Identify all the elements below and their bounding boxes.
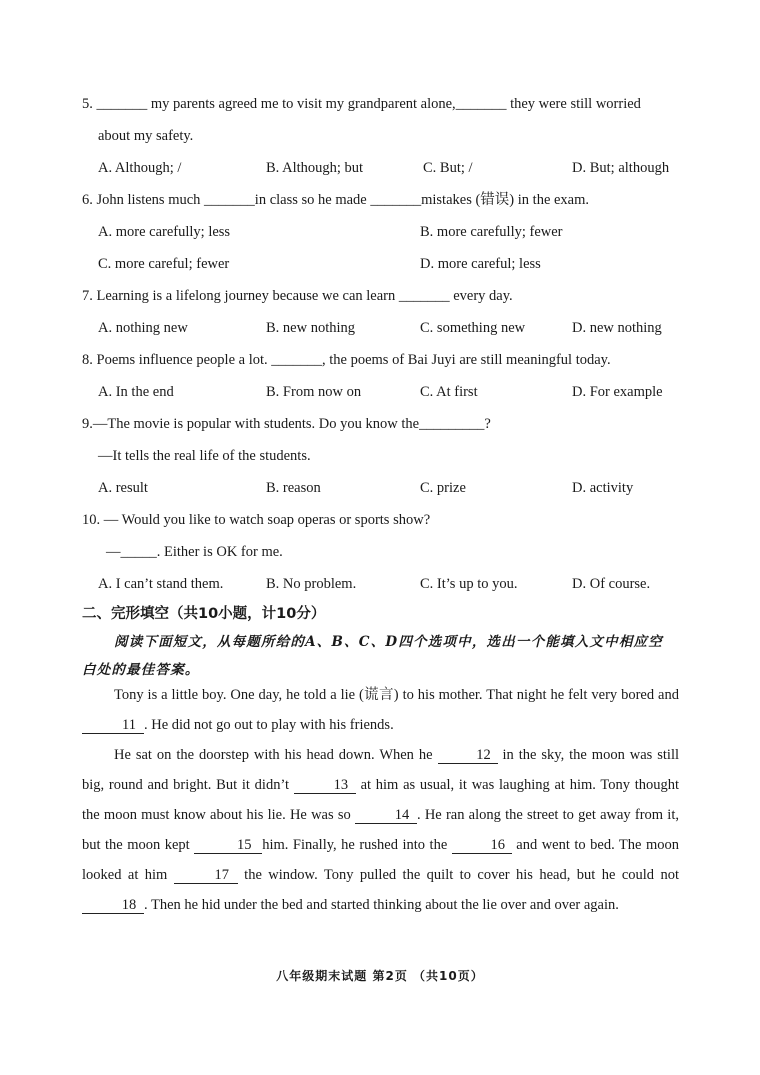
- option-b: B. Although; but: [266, 160, 364, 176]
- question-9: [82, 415, 491, 433]
- blank-13: 13: [294, 777, 356, 794]
- option-a: A. In the end: [98, 384, 174, 400]
- question-8: [82, 351, 611, 369]
- question-number: 10.: [82, 512, 101, 528]
- blank-14: 14: [355, 807, 417, 824]
- blank-16: 16: [452, 837, 512, 854]
- question-text: John listens much _______in class so he made _______mistakes (错误) in the exam.: [96, 192, 590, 208]
- question-6: [82, 191, 589, 209]
- blank-12: 12: [438, 747, 498, 764]
- question-text: _______ my parents agreed me to visit my grandparent alone,: [96, 96, 456, 112]
- question-number: 8.: [82, 352, 93, 368]
- question-9-reply: —It tells the real life of the students.: [98, 448, 311, 464]
- option-c: C. It’s up to you.: [420, 576, 518, 592]
- option-b: B. new nothing: [266, 320, 356, 336]
- passage-paragraph-2: He sat on the doorstep with his head down. When he 12 in the sky, the moon was still big, round and bright. But it didn’t 13 at him as usual, it was laughing at him. Tony thought the moon must know about his lie. He was so 14 . He ran along the street to get away from it, but the moon kept 15 him. Finally, he rushed into the 16 and went to bed. The moon looked at him 17 the window. Tony pulled the quilt to cover his head, but he could not 18 . Then he hid under the bed and started thinking about the lie over and over again.: [82, 747, 680, 913]
- option-b: B. No problem.: [266, 576, 357, 592]
- option-d: D. But; although: [572, 160, 670, 176]
- question-number: 7.: [82, 288, 93, 304]
- option-c: C. prize: [420, 480, 466, 496]
- option-c: C. more careful; fewer: [98, 256, 230, 272]
- option-d: D. more careful; less: [420, 256, 541, 272]
- option-c: C. But; /: [423, 160, 473, 176]
- option-d: D. new nothing: [572, 320, 662, 336]
- question-number: 5.: [82, 96, 93, 112]
- option-c: C. something new: [420, 320, 526, 336]
- option-a: A. Although; /: [98, 160, 182, 176]
- question-5-continuation: about my safety.: [98, 128, 194, 144]
- question-number: 6.: [82, 192, 93, 208]
- option-a: A. more carefully; less: [98, 224, 231, 240]
- option-a: A. nothing new: [98, 320, 188, 336]
- blank-17: 17: [174, 867, 238, 884]
- option-d: D. For example: [572, 384, 663, 400]
- option-d: D. activity: [572, 480, 634, 496]
- option-c: C. At first: [420, 384, 478, 400]
- option-b: B. From now on: [266, 384, 362, 400]
- question-7: [82, 287, 513, 305]
- page-footer: 八年级期末试题 第2页 （共10页）: [276, 969, 484, 983]
- option-b: B. more carefully; fewer: [420, 224, 563, 240]
- question-text: Learning is a lifelong journey because we can learn _______ every day.: [96, 288, 513, 304]
- option-a: A. I can’t stand them.: [98, 576, 224, 592]
- question-number: 9.: [82, 416, 93, 432]
- question-text: _______ they were still worried: [455, 96, 641, 112]
- question-5: [82, 95, 641, 113]
- option-d: D. Of course.: [572, 576, 651, 592]
- blank-18: 18: [82, 897, 144, 914]
- blank-11: 11: [82, 717, 144, 734]
- question-text: —The movie is popular with students. Do you know the_________?: [92, 416, 491, 432]
- question-text: — Would you like to watch soap operas or sports show?: [103, 512, 431, 528]
- option-a: A. result: [98, 480, 148, 496]
- section-instruction-continuation: 白处的最佳答案。: [82, 662, 200, 678]
- section-instruction: 阅读下面短文，从每题所给的A、B、C、D四个选项中，选出一个能填入文中相应空: [114, 634, 663, 650]
- blank-15: 15: [194, 837, 262, 854]
- question-10: [82, 511, 430, 529]
- section-title: 二、完形填空（共10小题，计10分）: [82, 606, 326, 622]
- question-text: Poems influence people a lot. _______, the poems of Bai Juyi are still meaningful today.: [96, 352, 611, 368]
- question-10-reply: —_____. Either is OK for me.: [106, 544, 283, 560]
- passage-paragraph-1: Tony is a little boy. One day, he told a lie (谎言) to his mother. That night he felt very bored and 11 . He did not go out to play with his friends.: [82, 680, 679, 740]
- option-b: B. reason: [266, 480, 321, 496]
